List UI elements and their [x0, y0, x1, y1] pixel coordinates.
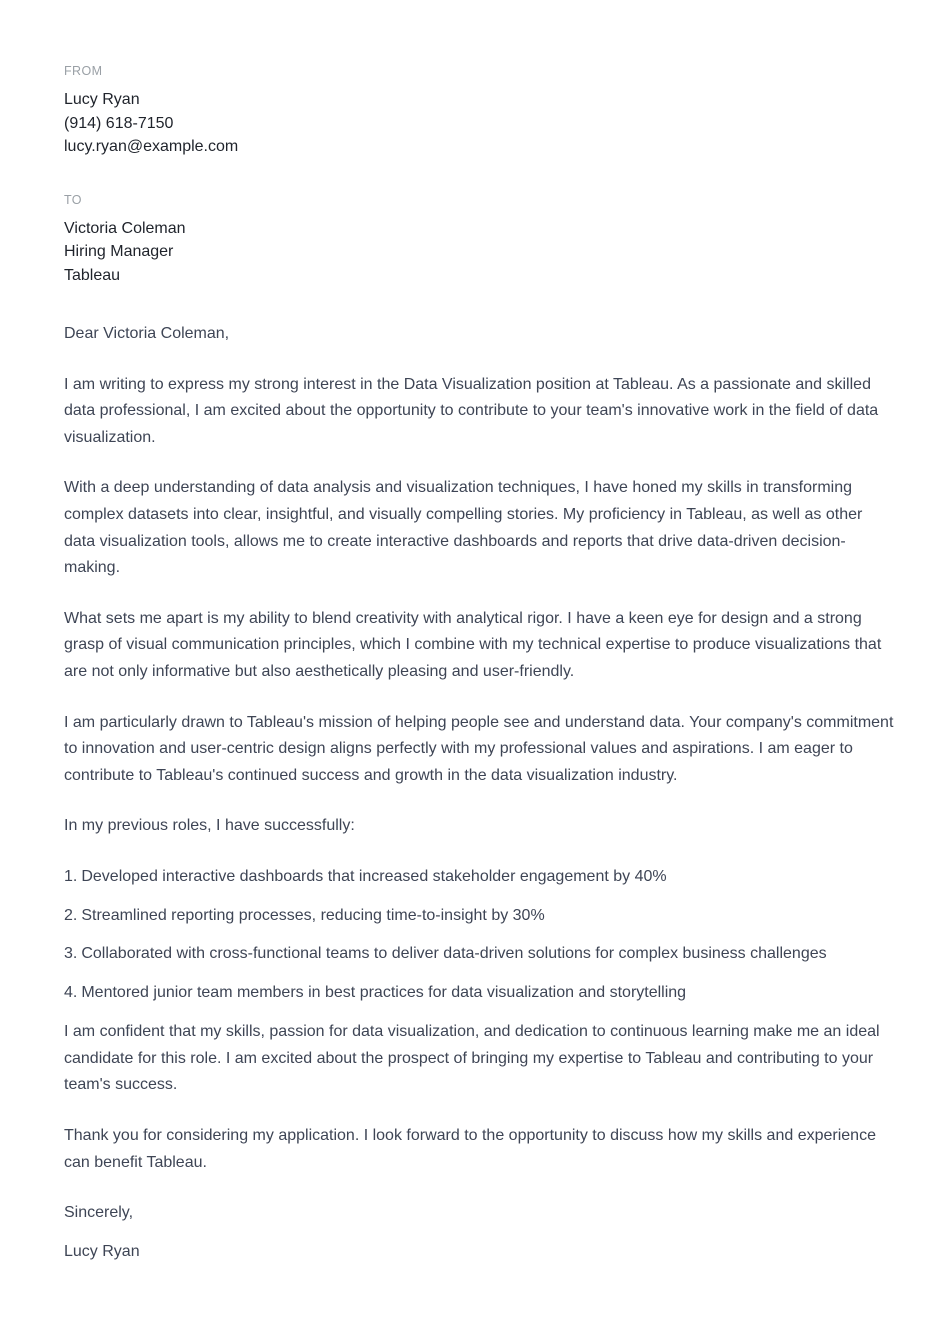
from-label: FROM	[64, 64, 103, 78]
recipient-name: Victoria Coleman	[64, 219, 186, 237]
signoff: Sincerely,	[64, 1204, 134, 1222]
achievement-number: 3.	[64, 945, 78, 963]
sender-email: lucy.ryan@example.com	[64, 138, 239, 155]
achievement-item-4	[64, 980, 894, 1007]
achievement-number: 4.	[64, 983, 78, 1001]
to-label: TO	[64, 192, 82, 207]
achievement-item-1	[64, 864, 894, 891]
achievement-text: Developed interactive dashboards that increased stakeholder engagement by 40%	[81, 867, 667, 885]
cover-letter-content	[64, 64, 894, 1265]
achievement-number: 2.	[64, 906, 78, 924]
sender-phone: (914) 618-7150	[64, 114, 174, 132]
signature: Lucy Ryan	[64, 1242, 140, 1260]
achievements-list	[64, 864, 894, 1006]
achievement-item-2	[64, 903, 894, 930]
paragraph-confidence: I am confident that my skills, passion for data visualization, and dedication to continuous learning make me an ideal candidate for this role. I am excited about the prospect of bringing my expertise to Tableau and contributing to your team's success.	[64, 1023, 880, 1094]
paragraph-intro: I am writing to express my strong interest in the Data Visualization position at Tableau. As a passionate and skilled data professional, I am excited about the opportunity to contribute to your team's innovative work in the field of data visualization.	[64, 375, 879, 446]
achievement-number: 1.	[64, 867, 78, 885]
paragraph-mission: I am particularly drawn to Tableau's mission of helping people see and understand data. Your company's commitment to innovation and user-centric design aligns perfectly with my professional values and aspirations. I am eager to contribute to Tableau's continued success and growth in the data visualization industry.	[64, 713, 894, 784]
from-section	[64, 64, 894, 159]
achievement-text: Mentored junior team members in best practices for data visualization and storytelling	[81, 983, 687, 1001]
to-section	[64, 193, 894, 288]
recipient-company: Tableau	[64, 266, 121, 284]
sender-name: Lucy Ryan	[64, 91, 140, 108]
achievement-text: Collaborated with cross-functional teams to deliver data-driven solutions for complex business challenges	[81, 945, 827, 963]
paragraph-strengths: What sets me apart is my ability to blend creativity with analytical rigor. I have a keen eye for design and a strong grasp of visual communication principles, which I combine with my technical expertise to produce visualizations that are not only informative but also aesthetically pleasing and user-friendly.	[64, 609, 882, 680]
paragraph-thanks: Thank you for considering my application. I look forward to the opportunity to discuss how my skills and experience can benefit Tableau.	[64, 1127, 876, 1171]
greeting: Dear Victoria Coleman,	[64, 325, 230, 342]
paragraph-skills: With a deep understanding of data analysis and visualization techniques, I have honed my skills in transforming complex datasets into clear, insightful, and visually compelling stories. My proficiency in Tableau, as well as other data visualization tools, allows me to create interactive dashboards and reports that drive data-driven decision-making.	[64, 479, 863, 577]
achievements-intro: In my previous roles, I have successfully:	[64, 817, 355, 835]
letter-body	[64, 321, 894, 1265]
achievement-item-3	[64, 941, 894, 968]
recipient-title: Hiring Manager	[64, 243, 174, 260]
achievement-text: Streamlined reporting processes, reducing time-to-insight by 30%	[81, 906, 545, 924]
